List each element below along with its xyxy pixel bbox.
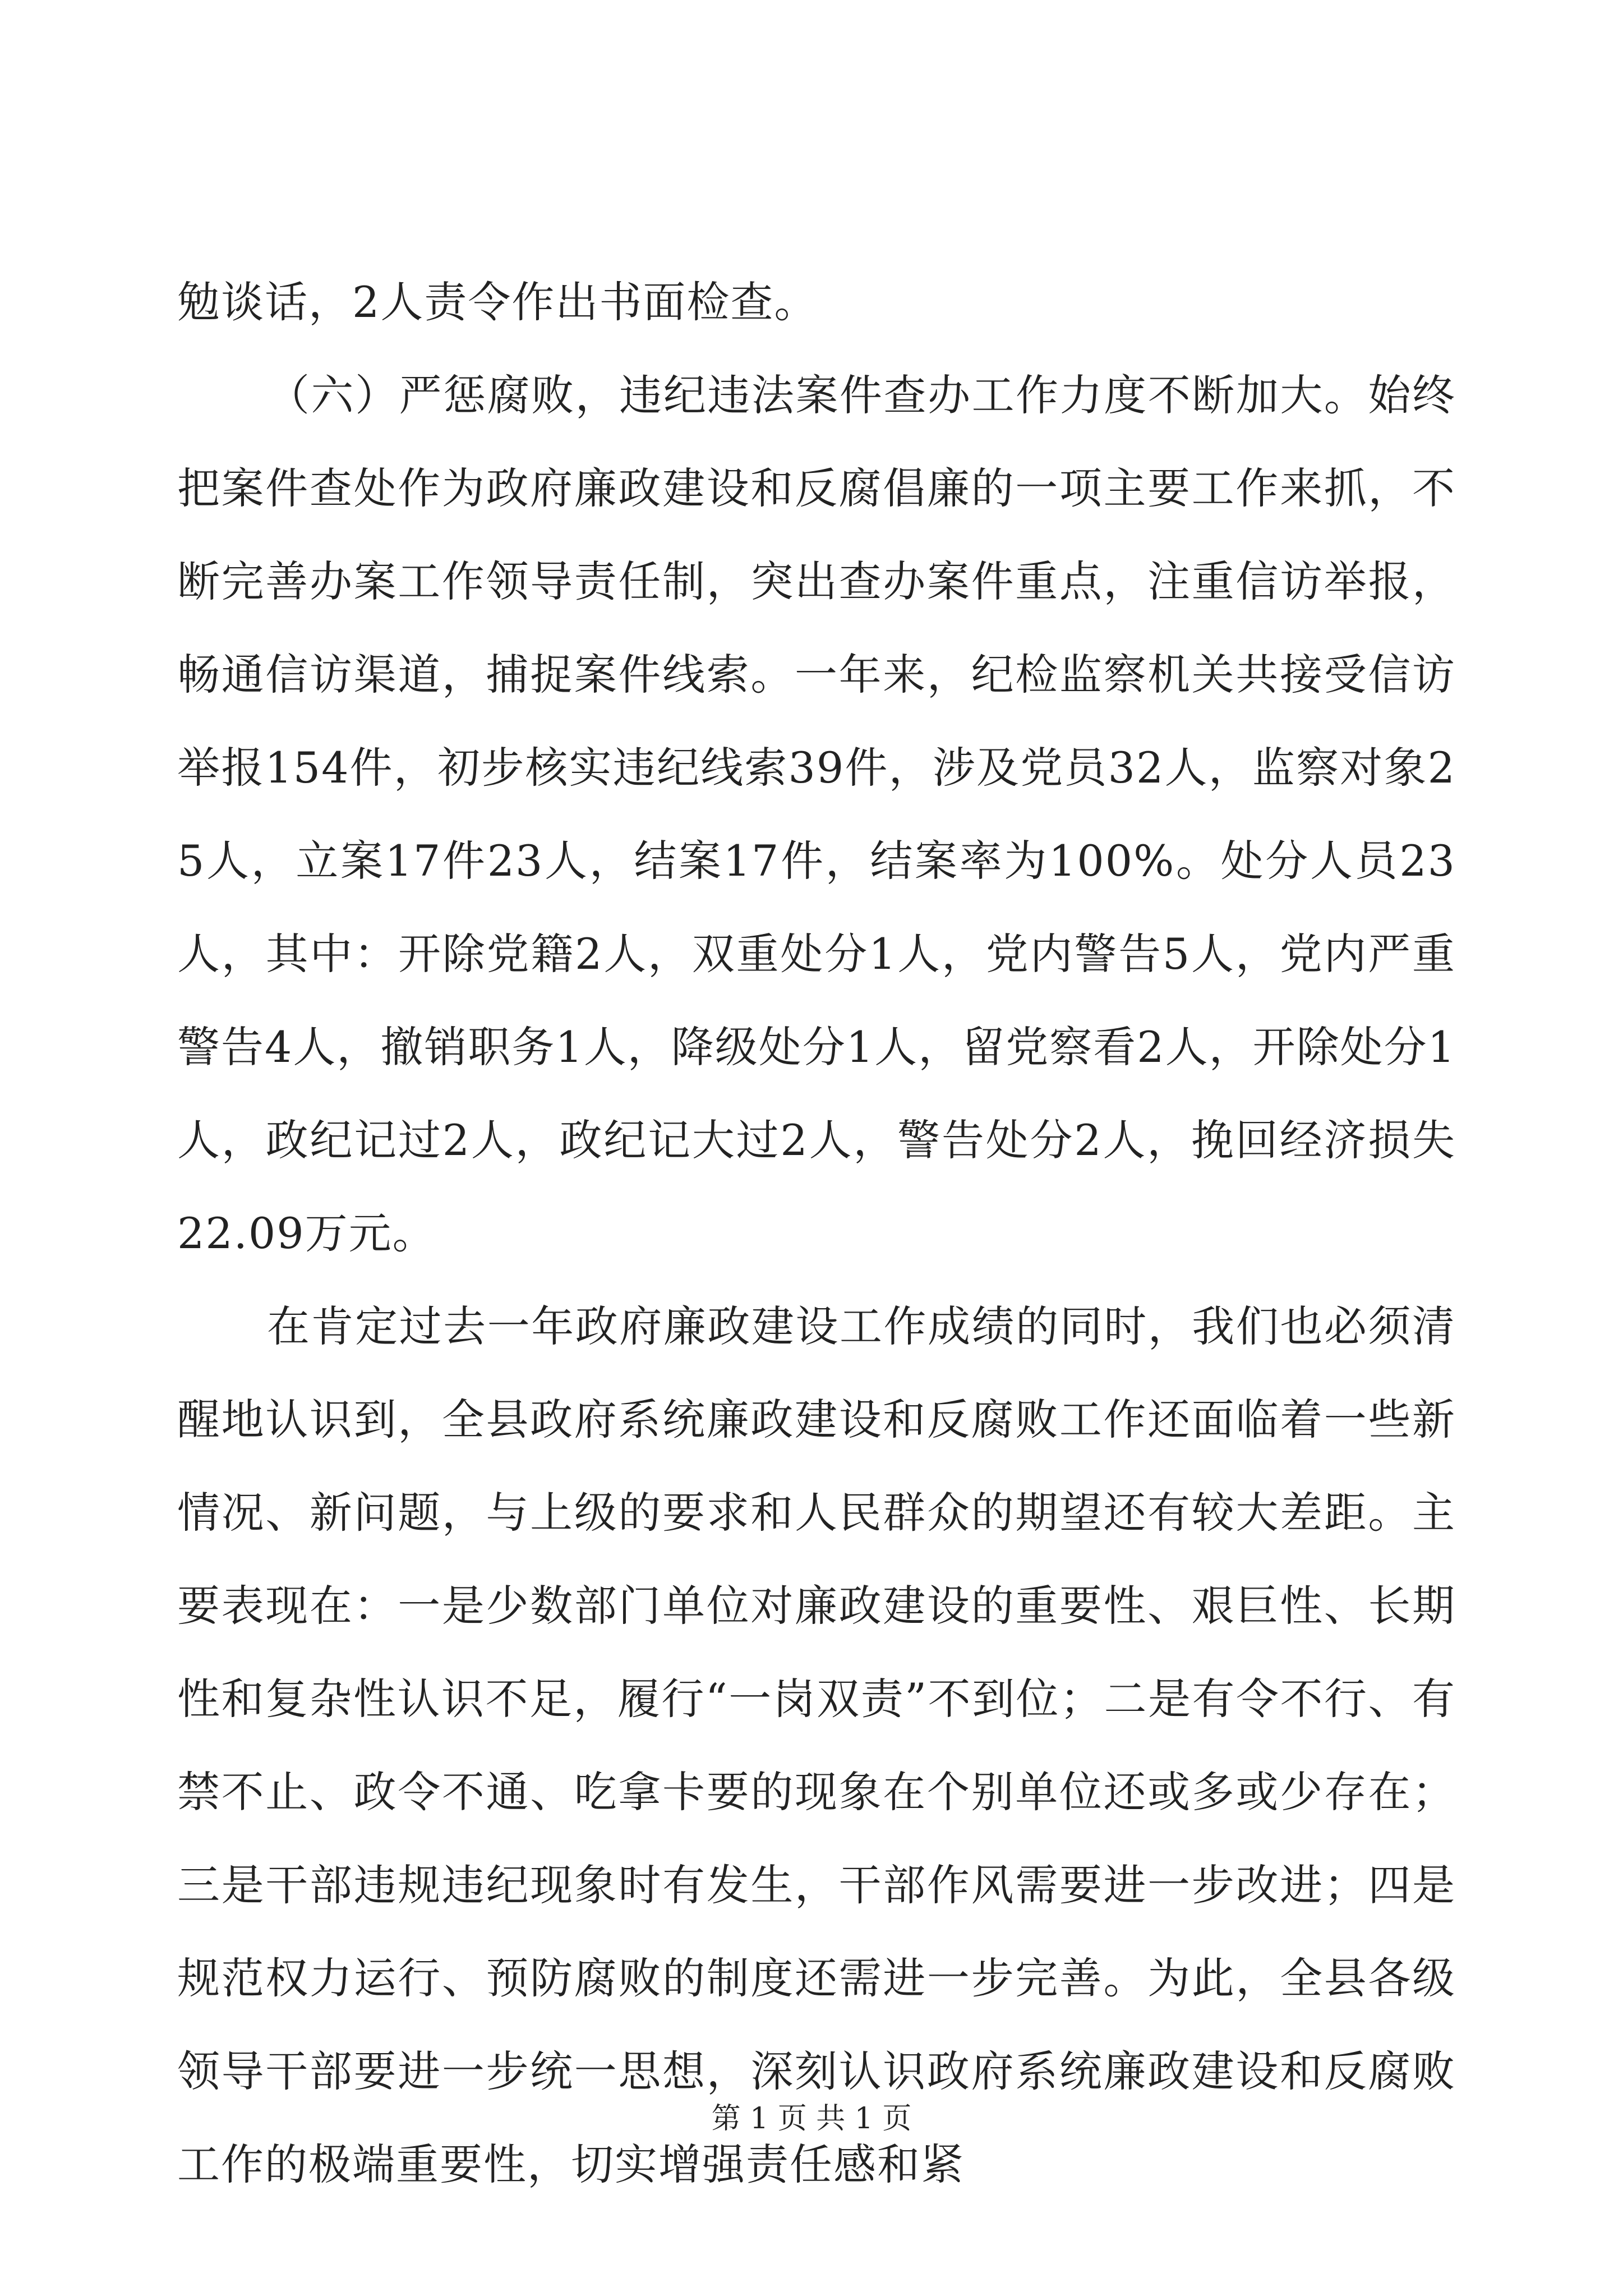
document-body xyxy=(177,256,1456,2211)
page-footer: 第 1 页 共 1 页 xyxy=(711,2102,912,2136)
paragraph-problems: 在肯定过去一年政府廉政建设工作成绩的同时，我们也必须清醒地认识到，全县政府系统廉政建设和反腐败工作还面临着一些新情况、新问题，与上级的要求和人民群众的期望还有较大差距。主要表现在：一是少数部门单位对廉政建设的重要性、艰巨性、长期性和复杂性认识不足，履行“一岗双责”不到位；二是有令不行、有禁不止、政令不通、吃拿卡要的现象在个别单位还或多或少存在；三是干部违规违纪现象时有发生，干部作风需要进一步改进；四是规范权力运行、预防腐败的制度还需进一步完善。为此，全县各级领导干部要进一步统一思想，深刻认识政府系统廉政建设和反腐败工作的极端重要性，切实增强责任感和紧 xyxy=(177,1301,1456,2189)
paragraph-continuation: 勉谈话，2人责令作出书面检查。 xyxy=(177,277,818,327)
paragraph-case-handling: （六）严惩腐败，违纪违法案件查办工作力度不断加大。始终把案件查处作为政府廉政建设和反腐倡廉的一项主要工作来抓，不断完善办案工作领导责任制，突出查办案件重点，注重信访举报，畅通信访渠道，捕捉案件线索。一年来，纪检监察机关共接受信访举报154件，初步核实违纪线索39件，涉及党员32人，监察对象25人，立案17件23人，结案17件，结案率为100%。处分人员23人，其中：开除党籍2人，双重处分1人，党内警告5人，党内严重警告4人，撤销职务1人，降级处分1人，留党察看2人，开除处分1人，政纪记过2人，政纪记大过2人，警告处分2人，挽回经济损失22.09万元。 xyxy=(177,370,1456,1258)
